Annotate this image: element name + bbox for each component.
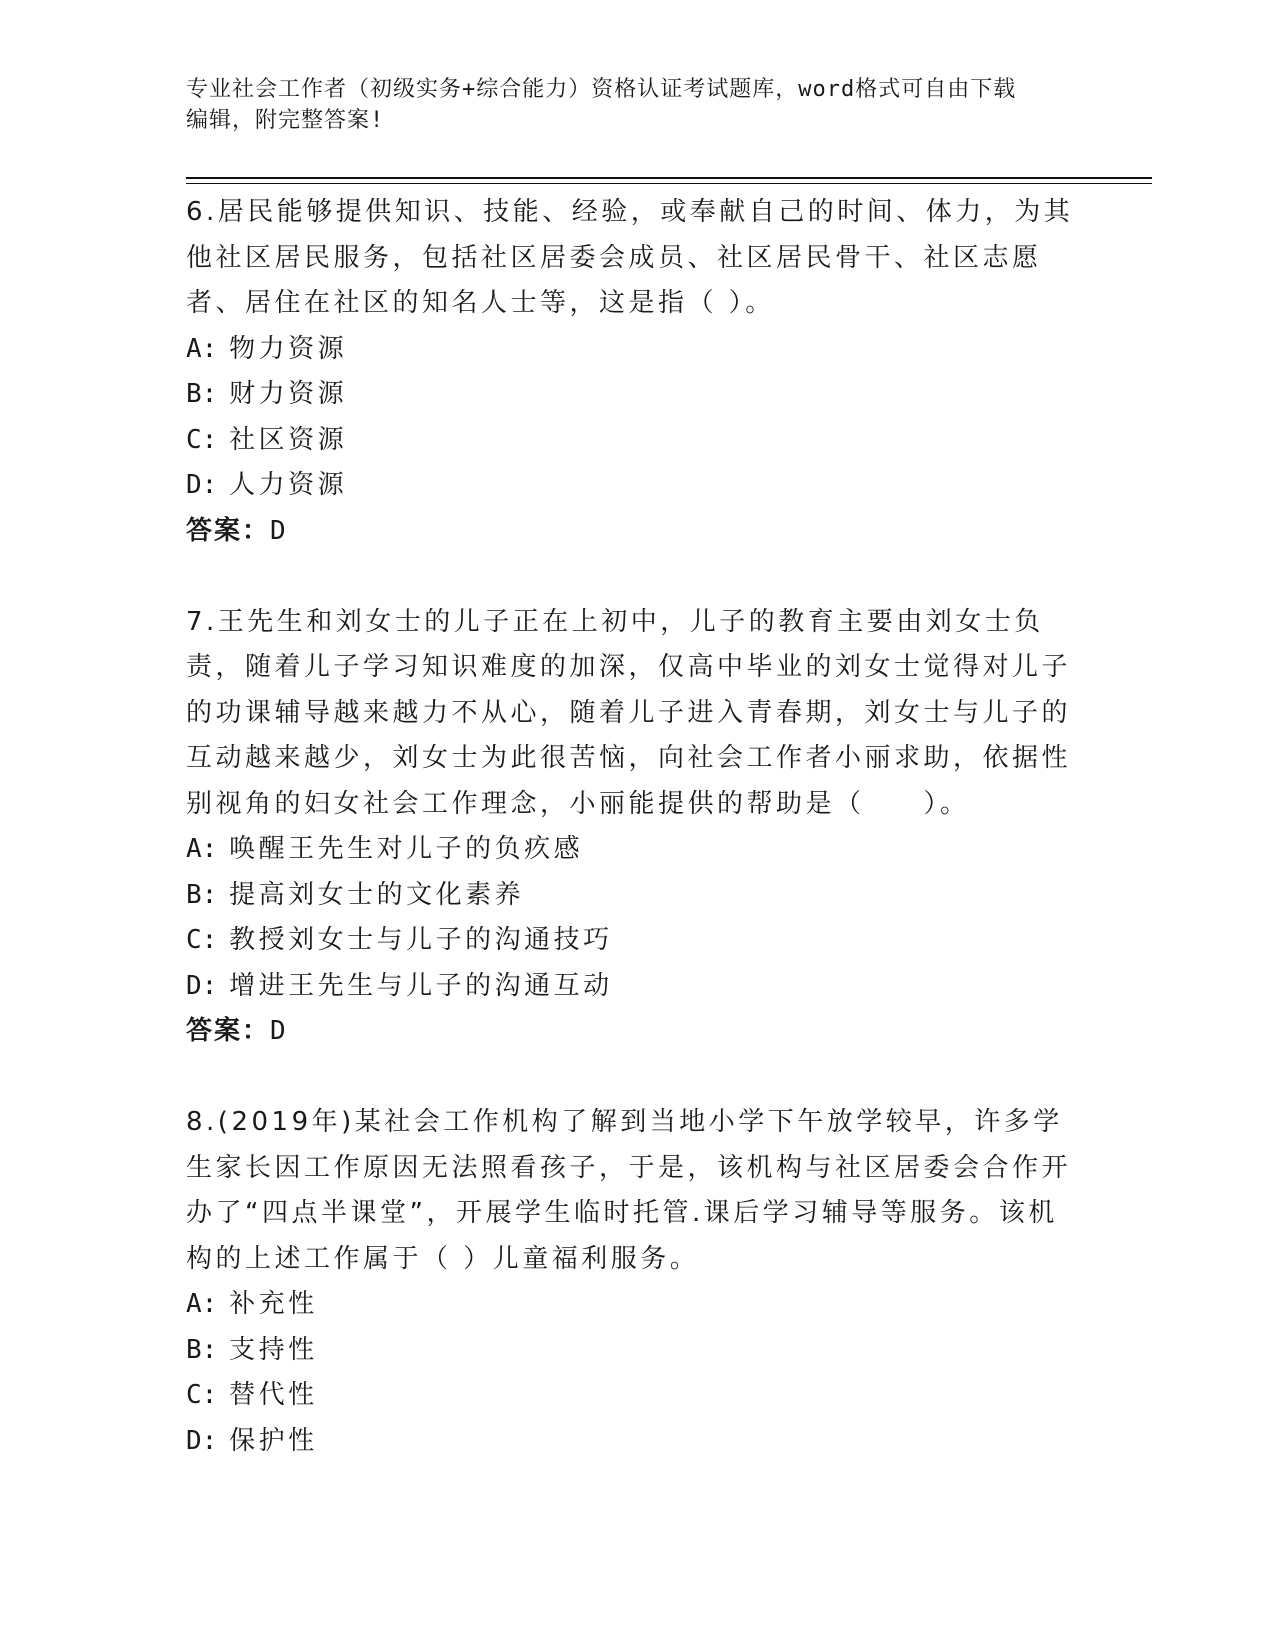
- question-spacer: [186, 1055, 1086, 1101]
- option-letter: B:: [186, 379, 218, 409]
- option-a: [186, 1282, 1086, 1328]
- option-b: [186, 372, 1086, 418]
- option-letter: A:: [186, 834, 218, 864]
- question-spacer: [186, 554, 1086, 600]
- header-line-2: 编辑，附完整答案!: [186, 108, 385, 133]
- question-stem: 7.王先生和刘女士的儿子正在上初中，儿子的教育主要由刘女士负责，随着儿子学习知识难度的加深，仅高中毕业的刘女士觉得对儿子的功课辅导越来越力不从心，随着儿子进入青春期，刘女士与儿子的互动越来越少，刘女士为此很苦恼，向社会工作者小丽求助，依据性别视角的妇女社会工作理念，小丽能提供的帮助是（ ）。: [186, 606, 1072, 819]
- option-letter: D:: [186, 470, 218, 500]
- answer-line: [186, 509, 1086, 555]
- page-header: [186, 74, 1086, 136]
- option-b: [186, 1328, 1086, 1374]
- option-d: [186, 1419, 1086, 1465]
- option-letter: A:: [186, 1289, 218, 1319]
- option-text: 人力资源: [229, 470, 348, 500]
- option-text: 唤醒王先生对儿子的负疚感: [229, 834, 584, 864]
- option-text: 财力资源: [229, 379, 348, 409]
- answer-value: D: [270, 515, 288, 546]
- option-letter: D:: [186, 970, 218, 1001]
- option-c: [186, 1373, 1086, 1419]
- option-text: 提高刘女士的文化素养: [229, 879, 525, 910]
- option-list: [186, 1282, 1086, 1464]
- question-stem: 6.居民能够提供知识、技能、经验，或奉献自己的时间、体力，为其他社区居民服务，包括社区居委会成员、社区居民骨干、社区志愿者、居住在社区的知名人士等，这是指（ ）。: [186, 197, 1074, 318]
- question-8: [186, 1100, 1086, 1464]
- option-a: [186, 827, 1086, 873]
- option-text: 支持性: [229, 1334, 318, 1365]
- question-stem: 8.(2019年)某社会工作机构了解到当地小学下午放学较早，许多学生家长因工作原因无法照看孩子，于是，该机构与社区居委会合作开办了“四点半课堂”，开展学生临时托管.课后学习辅导等服务。该机构的上述工作属于（ ）儿童福利服务。: [186, 1107, 1072, 1274]
- question-list: [186, 190, 1086, 1464]
- header-divider-thin: [186, 183, 1152, 184]
- option-text: 保护性: [229, 1425, 318, 1456]
- option-letter: B:: [186, 1334, 218, 1365]
- answer-value: D: [270, 1016, 288, 1046]
- option-text: 社区资源: [229, 424, 348, 455]
- answer-label: 答案：: [186, 515, 271, 546]
- option-text: 物力资源: [229, 333, 348, 364]
- option-c: [186, 418, 1086, 464]
- option-b: [186, 873, 1086, 919]
- option-text: 增进王先生与儿子的沟通互动: [229, 970, 613, 1001]
- option-letter: D:: [186, 1425, 218, 1456]
- header-divider-thick: [186, 177, 1152, 179]
- option-list: [186, 827, 1086, 1009]
- option-letter: C:: [186, 1380, 218, 1410]
- option-letter: A:: [186, 333, 218, 364]
- option-letter: C:: [186, 424, 218, 455]
- answer-line: [186, 1009, 1086, 1055]
- option-text: 替代性: [229, 1380, 318, 1410]
- header-line-1: 专业社会工作者（初级实务+综合能力）资格认证考试题库，word格式可自由下载: [186, 77, 1017, 102]
- option-text: 补充性: [229, 1289, 318, 1319]
- option-d: [186, 964, 1086, 1010]
- option-letter: C:: [186, 925, 218, 955]
- answer-label: 答案：: [186, 1016, 271, 1046]
- option-d: [186, 463, 1086, 509]
- option-text: 教授刘女士与儿子的沟通技巧: [229, 925, 613, 955]
- option-a: [186, 327, 1086, 373]
- option-c: [186, 918, 1086, 964]
- option-list: [186, 327, 1086, 509]
- question-6: [186, 190, 1086, 554]
- question-7: [186, 600, 1086, 1055]
- option-letter: B:: [186, 879, 218, 910]
